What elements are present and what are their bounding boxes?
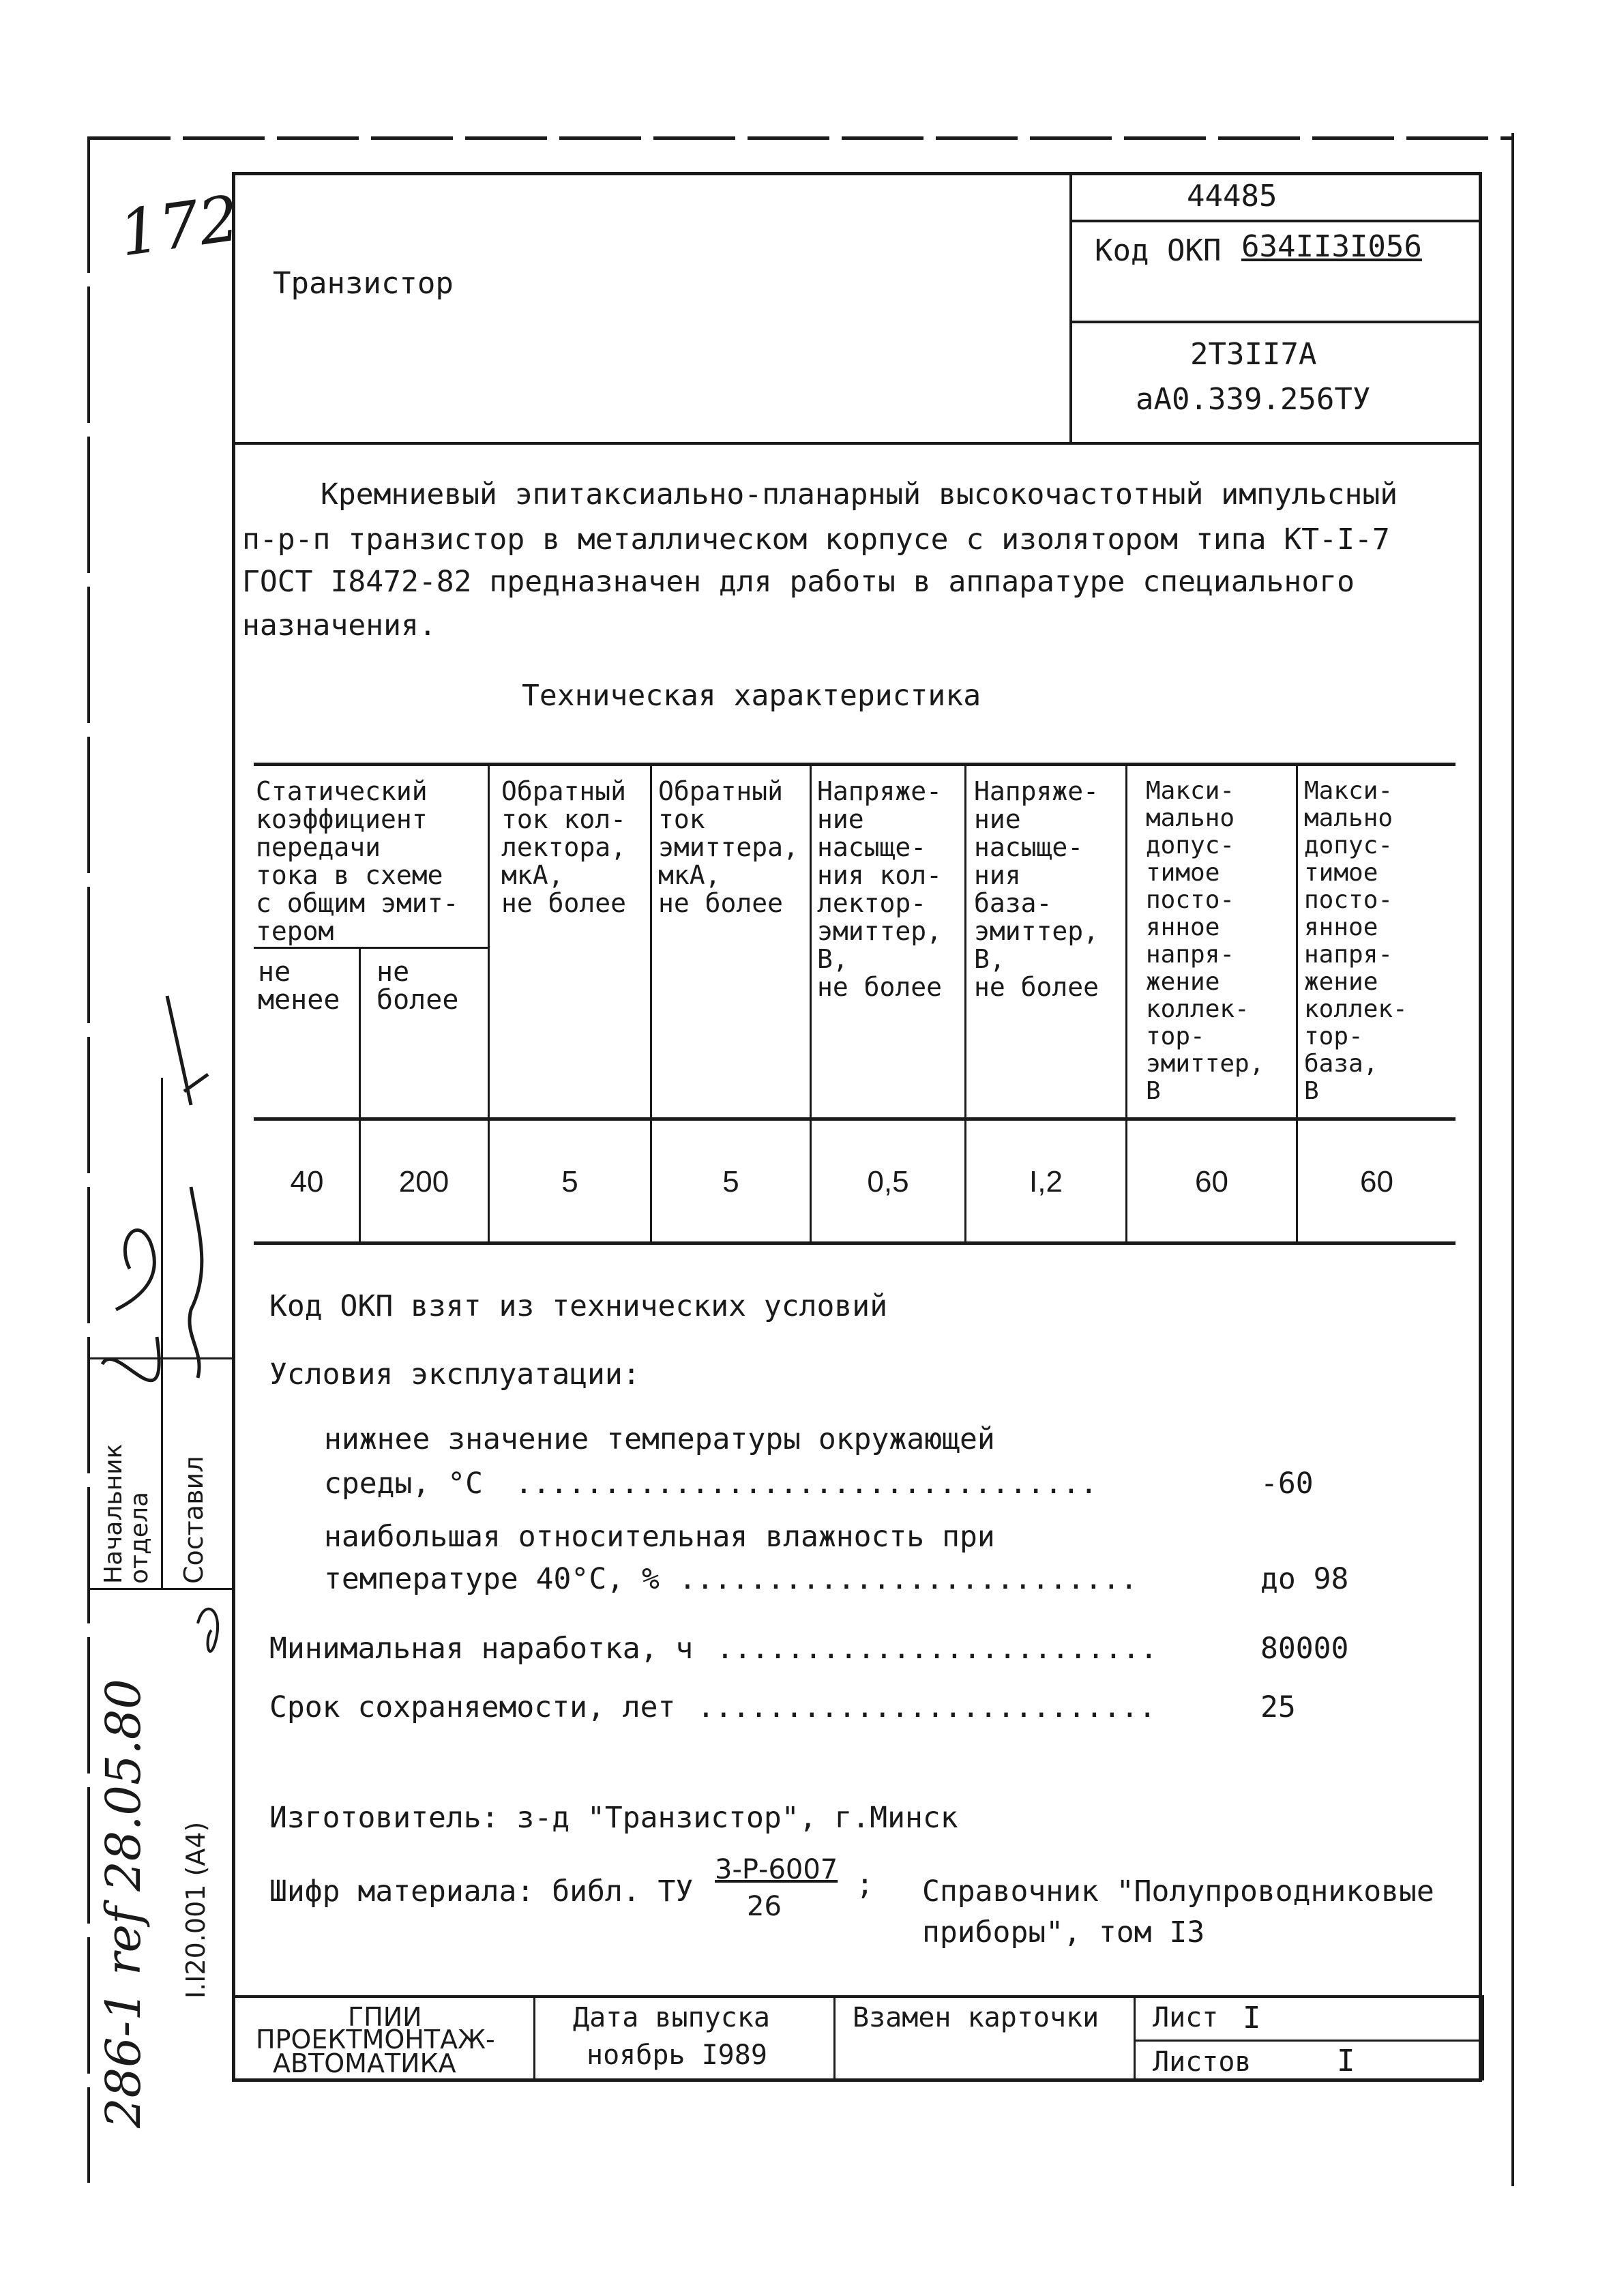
description-line-4: назначения. [242, 608, 437, 643]
humidity-line-2: температуре 40°С, % [324, 1562, 660, 1596]
code-number: 44485 [1187, 179, 1277, 214]
designation: 2Т3II7А [1190, 337, 1317, 372]
sheet-value: I [1243, 2001, 1261, 2035]
okp-label: Код ОКП [1095, 233, 1222, 268]
conditions-title: Условия эксплуатации: [269, 1357, 640, 1392]
temp-dots: ................................. [515, 1467, 1098, 1501]
cipher-denominator: 26 [747, 1891, 782, 1922]
description-line-3: ГОСТ I8472-82 предназначен для работы в аппаратуре специального [242, 565, 1355, 599]
cipher-label: Шифр материала: библ. ТУ [269, 1874, 694, 1909]
card-right-line [1479, 172, 1482, 2082]
margin-doc-code: І.І20.001 (А4) [181, 1821, 211, 1999]
value-max-vcb: 60 [1360, 1165, 1393, 1198]
mtbf-value: 80000 [1260, 1632, 1349, 1666]
temp-line-1: нижнее значение температуры окружающей [324, 1422, 995, 1456]
value-collector-current: 5 [561, 1165, 578, 1198]
value-be-saturation: I,2 [1029, 1165, 1063, 1198]
header-be-saturation-voltage: Напряже- ние насыще- ния база- эмиттер, В, не более [974, 776, 1099, 1002]
humidity-dots: .......................... [679, 1562, 1138, 1596]
header-gain: Статический коэффициент передачи тока в схеме с общим эмит- тером [256, 776, 459, 946]
storage-value: 25 [1260, 1690, 1296, 1724]
sheets-label: Листов [1153, 2046, 1252, 2078]
header-emitter-reverse-current: Обратный ток эмиттера, мкА, не более [658, 776, 799, 918]
issue-value: ноябрь I989 [587, 2040, 767, 2071]
value-emitter-current: 5 [722, 1165, 739, 1198]
header-divider-horizontal [232, 442, 1481, 445]
header-ce-saturation-voltage: Напряже- ние насыще- ния кол- лектор- эмиттер, В, не более [817, 776, 943, 1002]
sheets-value: I [1337, 2044, 1355, 2078]
header-collector-reverse-current: Обратный ток кол- лектора, мкА, не более [501, 776, 627, 918]
description-line-1: Кремниевый эпитаксиально-планарный высокочастотный импульсный [321, 477, 1398, 512]
spec-number: аА0.339.256ТУ [1136, 382, 1371, 417]
humidity-line-1: наибольшая относительная влажность при [324, 1520, 995, 1554]
org-line-3: АВТОМАТИКА [273, 2048, 456, 2078]
card-left-line [232, 172, 235, 2082]
cipher-numerator: 3-Р-6007 [715, 1854, 838, 1885]
card-top-line [232, 172, 1481, 175]
reference-line-2: приборы", том I3 [922, 1915, 1205, 1949]
mtbf-label: Минимальная наработка, ч [269, 1632, 694, 1666]
okp-source-note: Код ОКП взят из технических условий [269, 1289, 888, 1323]
outer-right-line [1511, 133, 1514, 2186]
reference-line-1: Справочник "Полупроводниковые [922, 1874, 1434, 1909]
margin-compiled: Составил [179, 1456, 209, 1584]
cipher-separator: ; [856, 1868, 874, 1902]
section-title: Техническая характеристика [522, 679, 981, 713]
margin-signatures [89, 955, 232, 1739]
storage-label: Срок сохраняемости, лет [269, 1690, 676, 1724]
header-max-vce: Макси- мально допус- тимое посто- янное напря- жение коллек- тор- эмиттер, В [1146, 777, 1265, 1105]
issue-label: Дата выпуска [573, 2002, 770, 2033]
manufacturer: Изготовитель: з-д "Транзистор", г.Минск [269, 1801, 958, 1835]
value-gain-min: 40 [290, 1165, 324, 1198]
mtbf-dots: ......................... [716, 1632, 1158, 1666]
description-line-2: п-р-п транзистор в металлическом корпусе с изолятором типа КТ-I-7 [242, 523, 1390, 557]
header-okp-divider [1069, 321, 1481, 323]
product-name: Транзистор [273, 266, 454, 301]
storage-dots: .......................... [697, 1690, 1157, 1724]
value-gain-max: 200 [398, 1165, 449, 1198]
replaces-label: Взамен карточки [853, 2002, 1099, 2033]
okp-value: 634II3I056 [1241, 229, 1422, 264]
temp-line-2: среды, °С [324, 1467, 483, 1501]
humidity-value: до 98 [1260, 1562, 1349, 1596]
header-gain-min: не менее [258, 956, 340, 1016]
org-line-1: ГПИИ [348, 2002, 422, 2032]
value-max-vce: 60 [1195, 1165, 1228, 1198]
temp-value: -60 [1260, 1467, 1314, 1501]
card-bottom-line [232, 2078, 1482, 2082]
outer-top-line [89, 136, 1514, 140]
header-code-divider [1069, 220, 1481, 222]
margin-dept-head: Начальник отдела [100, 1443, 153, 1584]
header-divider-vertical [1069, 172, 1072, 445]
header-gain-max: не более [376, 956, 459, 1016]
sheet-label: Лист [1153, 2002, 1219, 2033]
margin-handwritten-date: 286-1 ref 28.05.80 [95, 1679, 151, 2128]
margin-handwritten-number: 172 [115, 181, 244, 271]
value-ce-saturation: 0,5 [867, 1165, 909, 1198]
header-max-vcb: Макси- мально допус- тимое посто- янное напря- жение коллек- тор- база, В [1304, 777, 1408, 1105]
org-line-2: ПРОЕКТМОНТАЖ- [256, 2025, 495, 2055]
